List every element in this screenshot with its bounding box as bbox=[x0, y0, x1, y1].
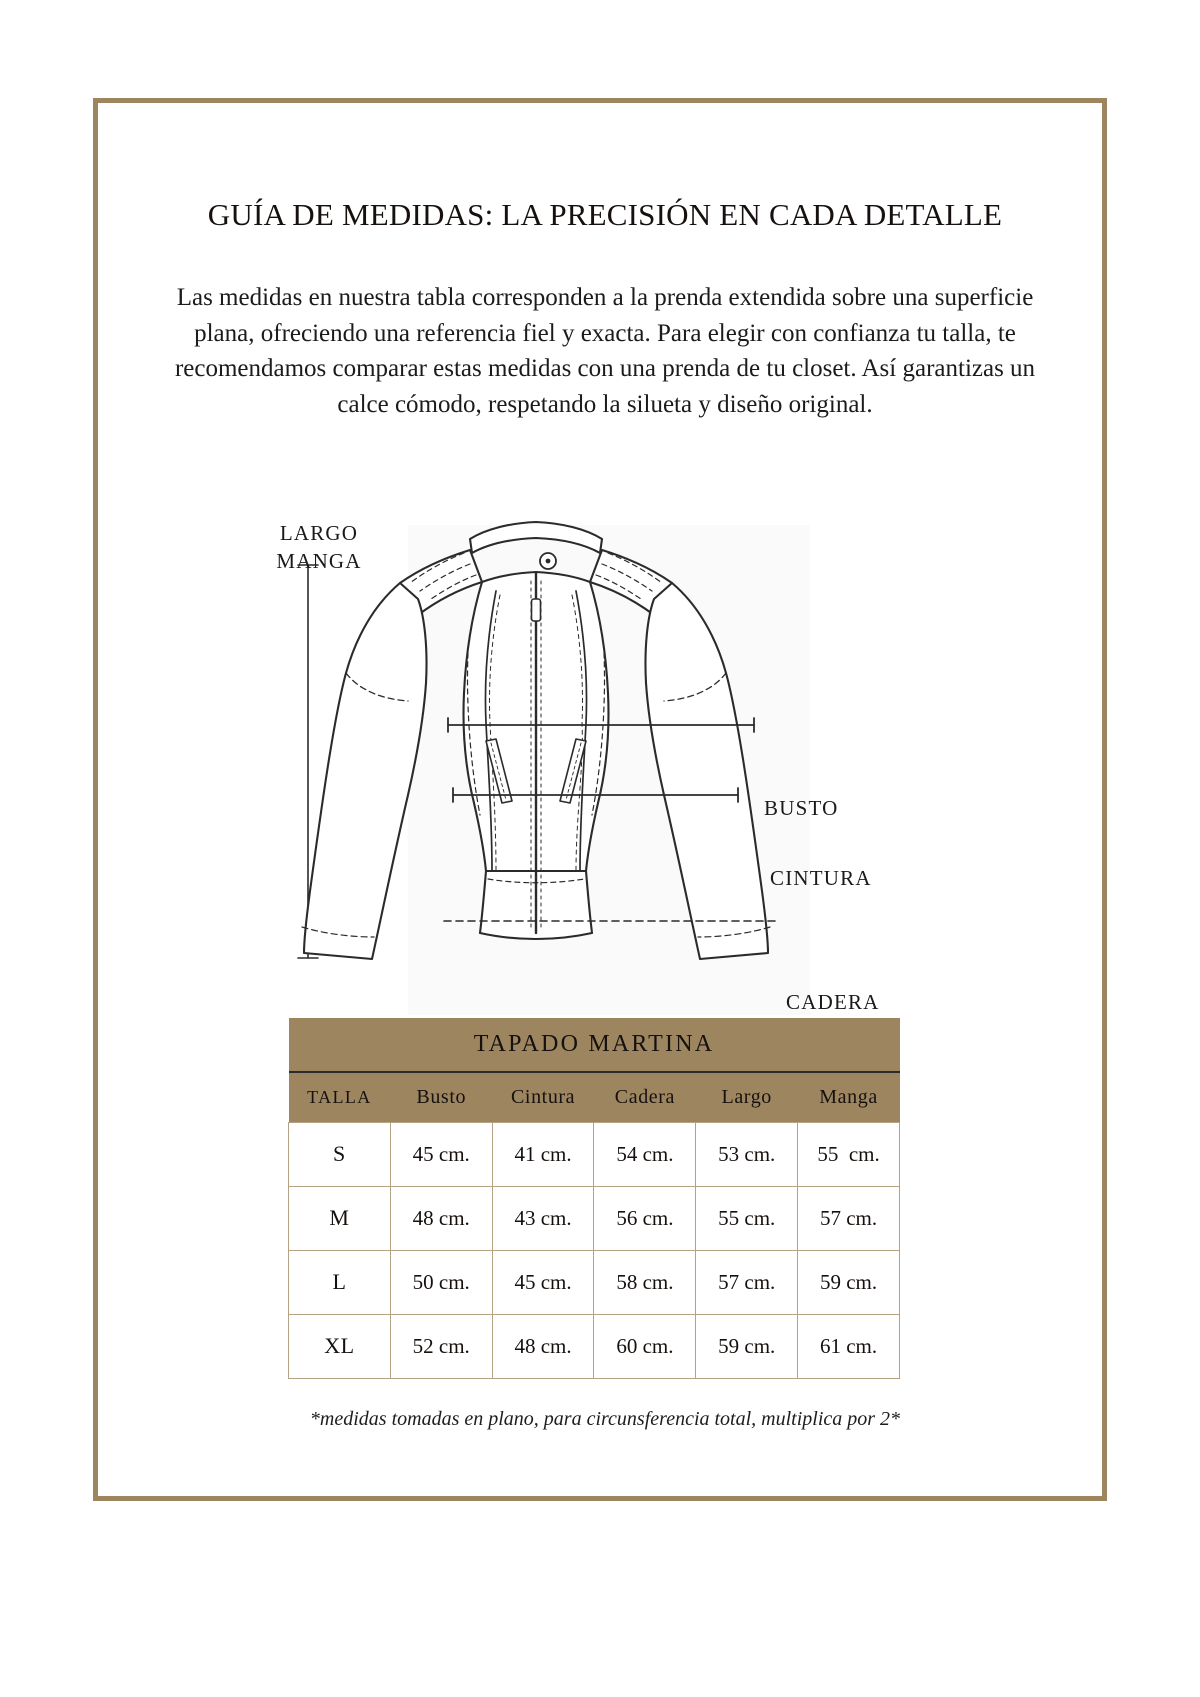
cell-busto: 45 cm. bbox=[390, 1122, 492, 1186]
jacket-technical-drawing bbox=[248, 503, 968, 1023]
cell-cadera: 56 cm. bbox=[594, 1186, 696, 1250]
cell-talla: M bbox=[289, 1186, 391, 1250]
cell-talla: XL bbox=[289, 1314, 391, 1378]
label-largo-manga bbox=[264, 519, 374, 576]
cell-largo: 55 cm. bbox=[696, 1186, 798, 1250]
label-largo-manga-line1: LARGO bbox=[279, 521, 359, 545]
cell-largo: 57 cm. bbox=[696, 1250, 798, 1314]
cell-largo: 59 cm. bbox=[696, 1314, 798, 1378]
cell-cintura: 43 cm. bbox=[492, 1186, 594, 1250]
table-row bbox=[289, 1122, 900, 1186]
label-cadera: CADERA bbox=[786, 990, 880, 1014]
table-title-row bbox=[289, 1018, 900, 1072]
table-title: TAPADO MARTINA bbox=[289, 1018, 900, 1072]
column-header-busto: Busto bbox=[390, 1072, 492, 1122]
cell-largo: 53 cm. bbox=[696, 1122, 798, 1186]
table-row bbox=[289, 1314, 900, 1378]
cell-manga: 55 cm. bbox=[798, 1122, 900, 1186]
table-header-row bbox=[289, 1072, 900, 1122]
cell-manga: 57 cm. bbox=[798, 1186, 900, 1250]
cell-cadera: 54 cm. bbox=[594, 1122, 696, 1186]
table-footnote: *medidas tomadas en plano, para circunsferencia total, multiplica por 2* bbox=[309, 1408, 901, 1430]
page-content bbox=[98, 103, 1112, 1506]
column-header-manga: Manga bbox=[798, 1072, 900, 1122]
column-header-largo: Largo bbox=[696, 1072, 798, 1122]
cell-manga: 61 cm. bbox=[798, 1314, 900, 1378]
cell-talla: S bbox=[289, 1122, 391, 1186]
page-title: GUÍA DE MEDIDAS: LA PRECISIÓN EN CADA DETALLE bbox=[207, 197, 1003, 232]
size-chart-table bbox=[288, 1018, 900, 1379]
cell-busto: 50 cm. bbox=[390, 1250, 492, 1314]
page-border-frame bbox=[93, 98, 1107, 1501]
label-cintura: CINTURA bbox=[770, 866, 872, 890]
cell-cintura: 45 cm. bbox=[492, 1250, 594, 1314]
size-table-container bbox=[288, 1018, 900, 1379]
column-header-talla: TALLA bbox=[289, 1072, 391, 1122]
cell-busto: 52 cm. bbox=[390, 1314, 492, 1378]
cell-cadera: 58 cm. bbox=[594, 1250, 696, 1314]
column-header-cintura: Cintura bbox=[492, 1072, 594, 1122]
garment-diagram bbox=[248, 503, 968, 1023]
label-largo-manga-line2: MANGA bbox=[276, 549, 362, 574]
label-busto: BUSTO bbox=[764, 796, 839, 820]
cell-cintura: 41 cm. bbox=[492, 1122, 594, 1186]
column-header-cadera: Cadera bbox=[594, 1072, 696, 1122]
cell-cintura: 48 cm. bbox=[492, 1314, 594, 1378]
intro-paragraph: Las medidas en nuestra tabla corresponden a la prenda extendida sobre una superficie plana, ofreciendo una referencia fiel y exacta. Para elegir con confianza tu talla, te recomendamos comparar estas medidas con una prenda de tu closet. Así garantizas un calce cómodo, respetando la silueta y diseño original. bbox=[174, 284, 1036, 418]
table-row bbox=[289, 1186, 900, 1250]
cell-manga: 59 cm. bbox=[798, 1250, 900, 1314]
table-row bbox=[289, 1250, 900, 1314]
cell-talla: L bbox=[289, 1250, 391, 1314]
cell-cadera: 60 cm. bbox=[594, 1314, 696, 1378]
cell-busto: 48 cm. bbox=[390, 1186, 492, 1250]
